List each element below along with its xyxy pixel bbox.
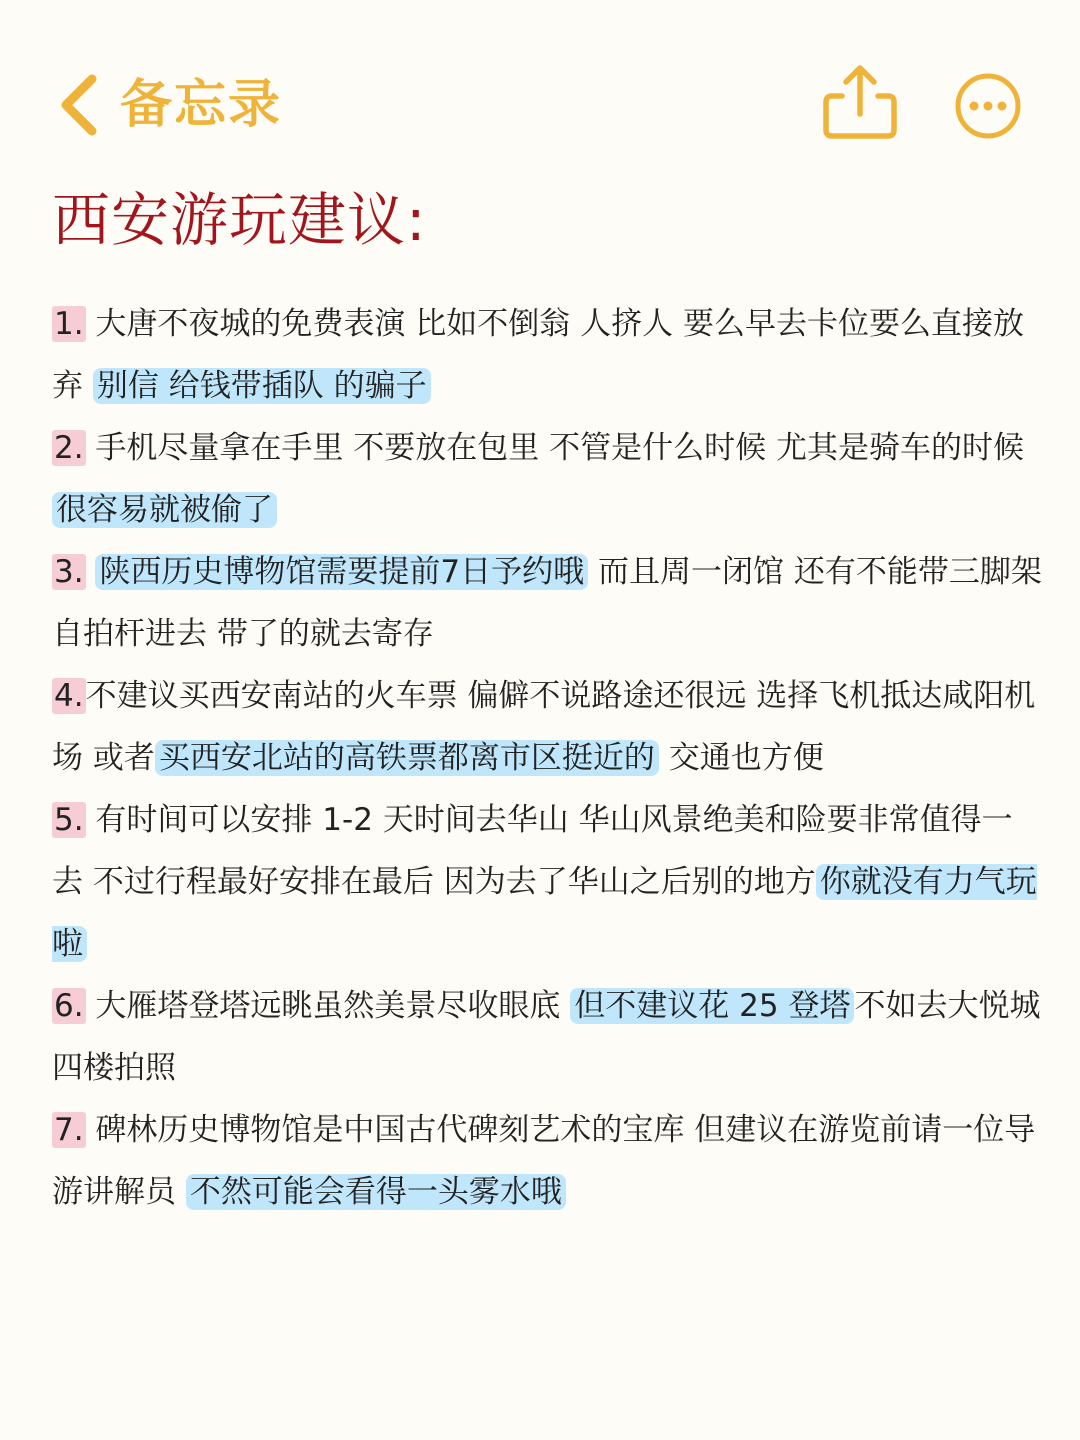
tip-item-1 [52, 293, 1042, 417]
tip-number: 3. [54, 554, 84, 590]
tip-item-4 [52, 665, 1042, 789]
tip-text: 不建议买西安南站的火车票 偏僻不说路途还很远 选择飞机抵达咸阳机场 或者 [52, 678, 1036, 776]
more-icon [954, 72, 1022, 140]
tip-highlight: 你就没有力气玩啦 [52, 864, 1037, 962]
tip-number: 6. [54, 988, 84, 1024]
tip-number: 2. [54, 430, 84, 466]
tip-text: 不如去大悦城四楼拍照 [52, 988, 1041, 1086]
tip-text: 而且周一闭馆 还有不能带三脚架自拍杆进去 带了的就去寄存 [52, 554, 1042, 652]
tip-text: 大唐不夜城的免费表演 比如不倒翁 人挤人 要么早去卡位要么直接放弃 [52, 306, 1024, 404]
tip-item-7 [52, 1099, 1042, 1223]
tip-highlight: 买西安北站的高铁票都离市区挺近的 [155, 740, 659, 776]
back-button[interactable] [56, 60, 282, 150]
tip-item-2 [52, 417, 1042, 541]
tip-item-3 [52, 541, 1042, 665]
navigation-bar [0, 0, 1080, 170]
tip-highlight: 不然可能会看得一头雾水哦 [186, 1174, 566, 1210]
tip-text: 有时间可以安排 1-2 天时间去华山 华山风景绝美和险要非常值得一去 不过行程最好安排在最后 因为去了华山之后别的地方 [52, 802, 1013, 900]
tip-text: 交通也方便 [658, 740, 824, 776]
note-body[interactable] [52, 293, 1042, 1223]
tip-number: 5. [54, 802, 84, 838]
tip-item-5 [52, 789, 1042, 975]
tip-text: 大雁塔登塔远眺虽然美景尽收眼底 [85, 988, 571, 1024]
tip-number: 7. [54, 1112, 84, 1148]
tip-text: 碑林历史博物馆是中国古代碑刻艺术的宝库 但建议在游览前请一位导游讲解员 [52, 1112, 1036, 1210]
tip-highlight: 但不建议花 25 登塔 [570, 988, 854, 1024]
tip-text [86, 554, 96, 590]
tip-highlight: 很容易就被偷了 [52, 492, 277, 528]
tip-item-6 [52, 975, 1042, 1099]
note-title: 西安游玩建议: [52, 186, 427, 254]
share-button[interactable] [820, 62, 900, 142]
chevron-left-icon [56, 73, 100, 137]
back-button-label: 备忘录 [120, 75, 283, 135]
tip-highlight: 别信 给钱带插队 的骗子 [93, 368, 431, 404]
more-options-button[interactable] [954, 72, 1022, 140]
tip-text: 手机尽量拿在手里 不要放在包里 不管是什么时候 尤其是骑车的时候 [85, 430, 1024, 466]
tip-highlight: 陕西历史博物馆需要提前7日予约哦 [95, 554, 588, 590]
share-icon [820, 62, 900, 142]
tip-number: 4. [54, 678, 84, 714]
tip-number: 1. [54, 306, 84, 342]
